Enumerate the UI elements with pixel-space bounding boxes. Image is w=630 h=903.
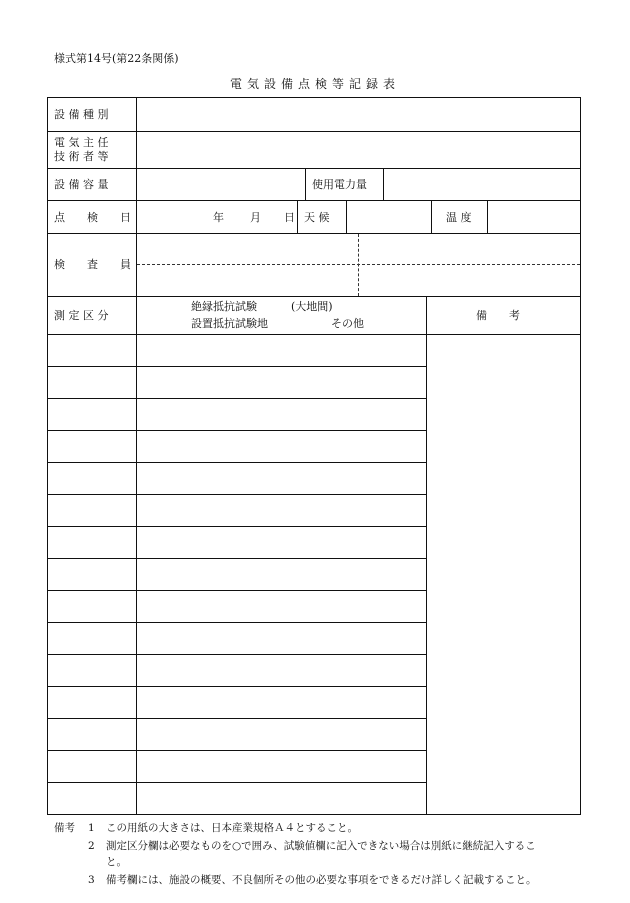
other-label: その他 xyxy=(331,317,364,330)
inspector-field[interactable] xyxy=(359,265,580,296)
temperature-label: 温 度 xyxy=(446,211,472,224)
measurement-row-divider xyxy=(47,686,427,687)
form-number: 様式第14号(第22条関係) xyxy=(54,52,179,65)
measurement-row-divider xyxy=(47,430,427,431)
measurement-row-divider xyxy=(47,590,427,591)
column-divider xyxy=(305,168,306,201)
insulation-test-label: 絶縁抵抗試験 xyxy=(191,300,257,313)
measurement-category-label: 測 定 区 分 xyxy=(54,309,109,322)
weather-field[interactable] xyxy=(347,201,431,233)
temperature-field[interactable] xyxy=(488,201,580,233)
note-number: 2 xyxy=(88,840,95,852)
inspection-date-label: 点 検 日 xyxy=(54,211,131,224)
engineer-label-line1: 電 気 主 任 xyxy=(54,136,109,149)
power-usage-label: 使用電力量 xyxy=(312,178,367,191)
table-bottom-border xyxy=(47,814,581,815)
note-number: 1 xyxy=(88,822,95,834)
note-number: 3 xyxy=(88,874,95,886)
remarks-label: 備 考 xyxy=(476,309,520,322)
equipment-type-field[interactable] xyxy=(137,98,580,131)
note-text: この用紙の大きさは、日本産業規格Ａ４とすること。 xyxy=(106,822,358,834)
inspector-field[interactable] xyxy=(359,234,580,264)
engineer-label-line2: 技 術 者 等 xyxy=(54,150,109,163)
year-label: 年 xyxy=(213,211,224,224)
note-text: と。 xyxy=(106,856,127,868)
measurement-row-divider xyxy=(47,622,427,623)
measurement-row-divider xyxy=(47,366,427,367)
form-title: 電気設備点検等記録表 xyxy=(229,77,400,91)
measurement-row-divider xyxy=(47,718,427,719)
measurement-row-divider xyxy=(47,654,427,655)
capacity-field[interactable] xyxy=(137,169,305,200)
weather-label: 天 候 xyxy=(304,211,330,224)
capacity-label: 設 備 容 量 xyxy=(54,178,109,191)
measurement-row-divider xyxy=(47,558,427,559)
table-left-border xyxy=(47,97,48,815)
engineer-field[interactable] xyxy=(137,132,580,168)
notes-label: 備考 xyxy=(54,822,75,834)
month-label: 月 xyxy=(250,211,261,224)
measurement-row-divider xyxy=(47,494,427,495)
inspector-field[interactable] xyxy=(137,265,358,296)
table-right-border xyxy=(580,97,581,815)
measurement-row-divider xyxy=(47,782,427,783)
equipment-type-label: 設 備 種 別 xyxy=(54,108,109,121)
day-label: 日 xyxy=(284,211,295,224)
power-usage-field[interactable] xyxy=(384,169,580,200)
inspector-field[interactable] xyxy=(137,234,358,264)
inspector-label: 検 査 員 xyxy=(54,258,131,271)
measurement-row-divider xyxy=(47,526,427,527)
grounding-test-label: 設置抵抗試験地 xyxy=(191,317,268,330)
row-divider xyxy=(47,296,581,297)
measurement-row-divider xyxy=(47,750,427,751)
inspection-date-field[interactable] xyxy=(137,201,297,233)
measurement-row-divider xyxy=(47,462,427,463)
measurement-row-divider xyxy=(47,398,427,399)
note-text: 備考欄には、施設の概要、不良個所その他の必要な事項をできるだけ詳しく記載すること。 xyxy=(106,874,537,886)
column-divider xyxy=(297,200,298,234)
remarks-field[interactable] xyxy=(427,335,580,814)
column-divider xyxy=(431,200,432,234)
note-text: 測定区分欄は必要なものを○で囲み、試験値欄に記入できない場合は別紙に継続記入するこ xyxy=(106,840,536,852)
insulation-paren-label: (大地間) xyxy=(291,300,333,313)
